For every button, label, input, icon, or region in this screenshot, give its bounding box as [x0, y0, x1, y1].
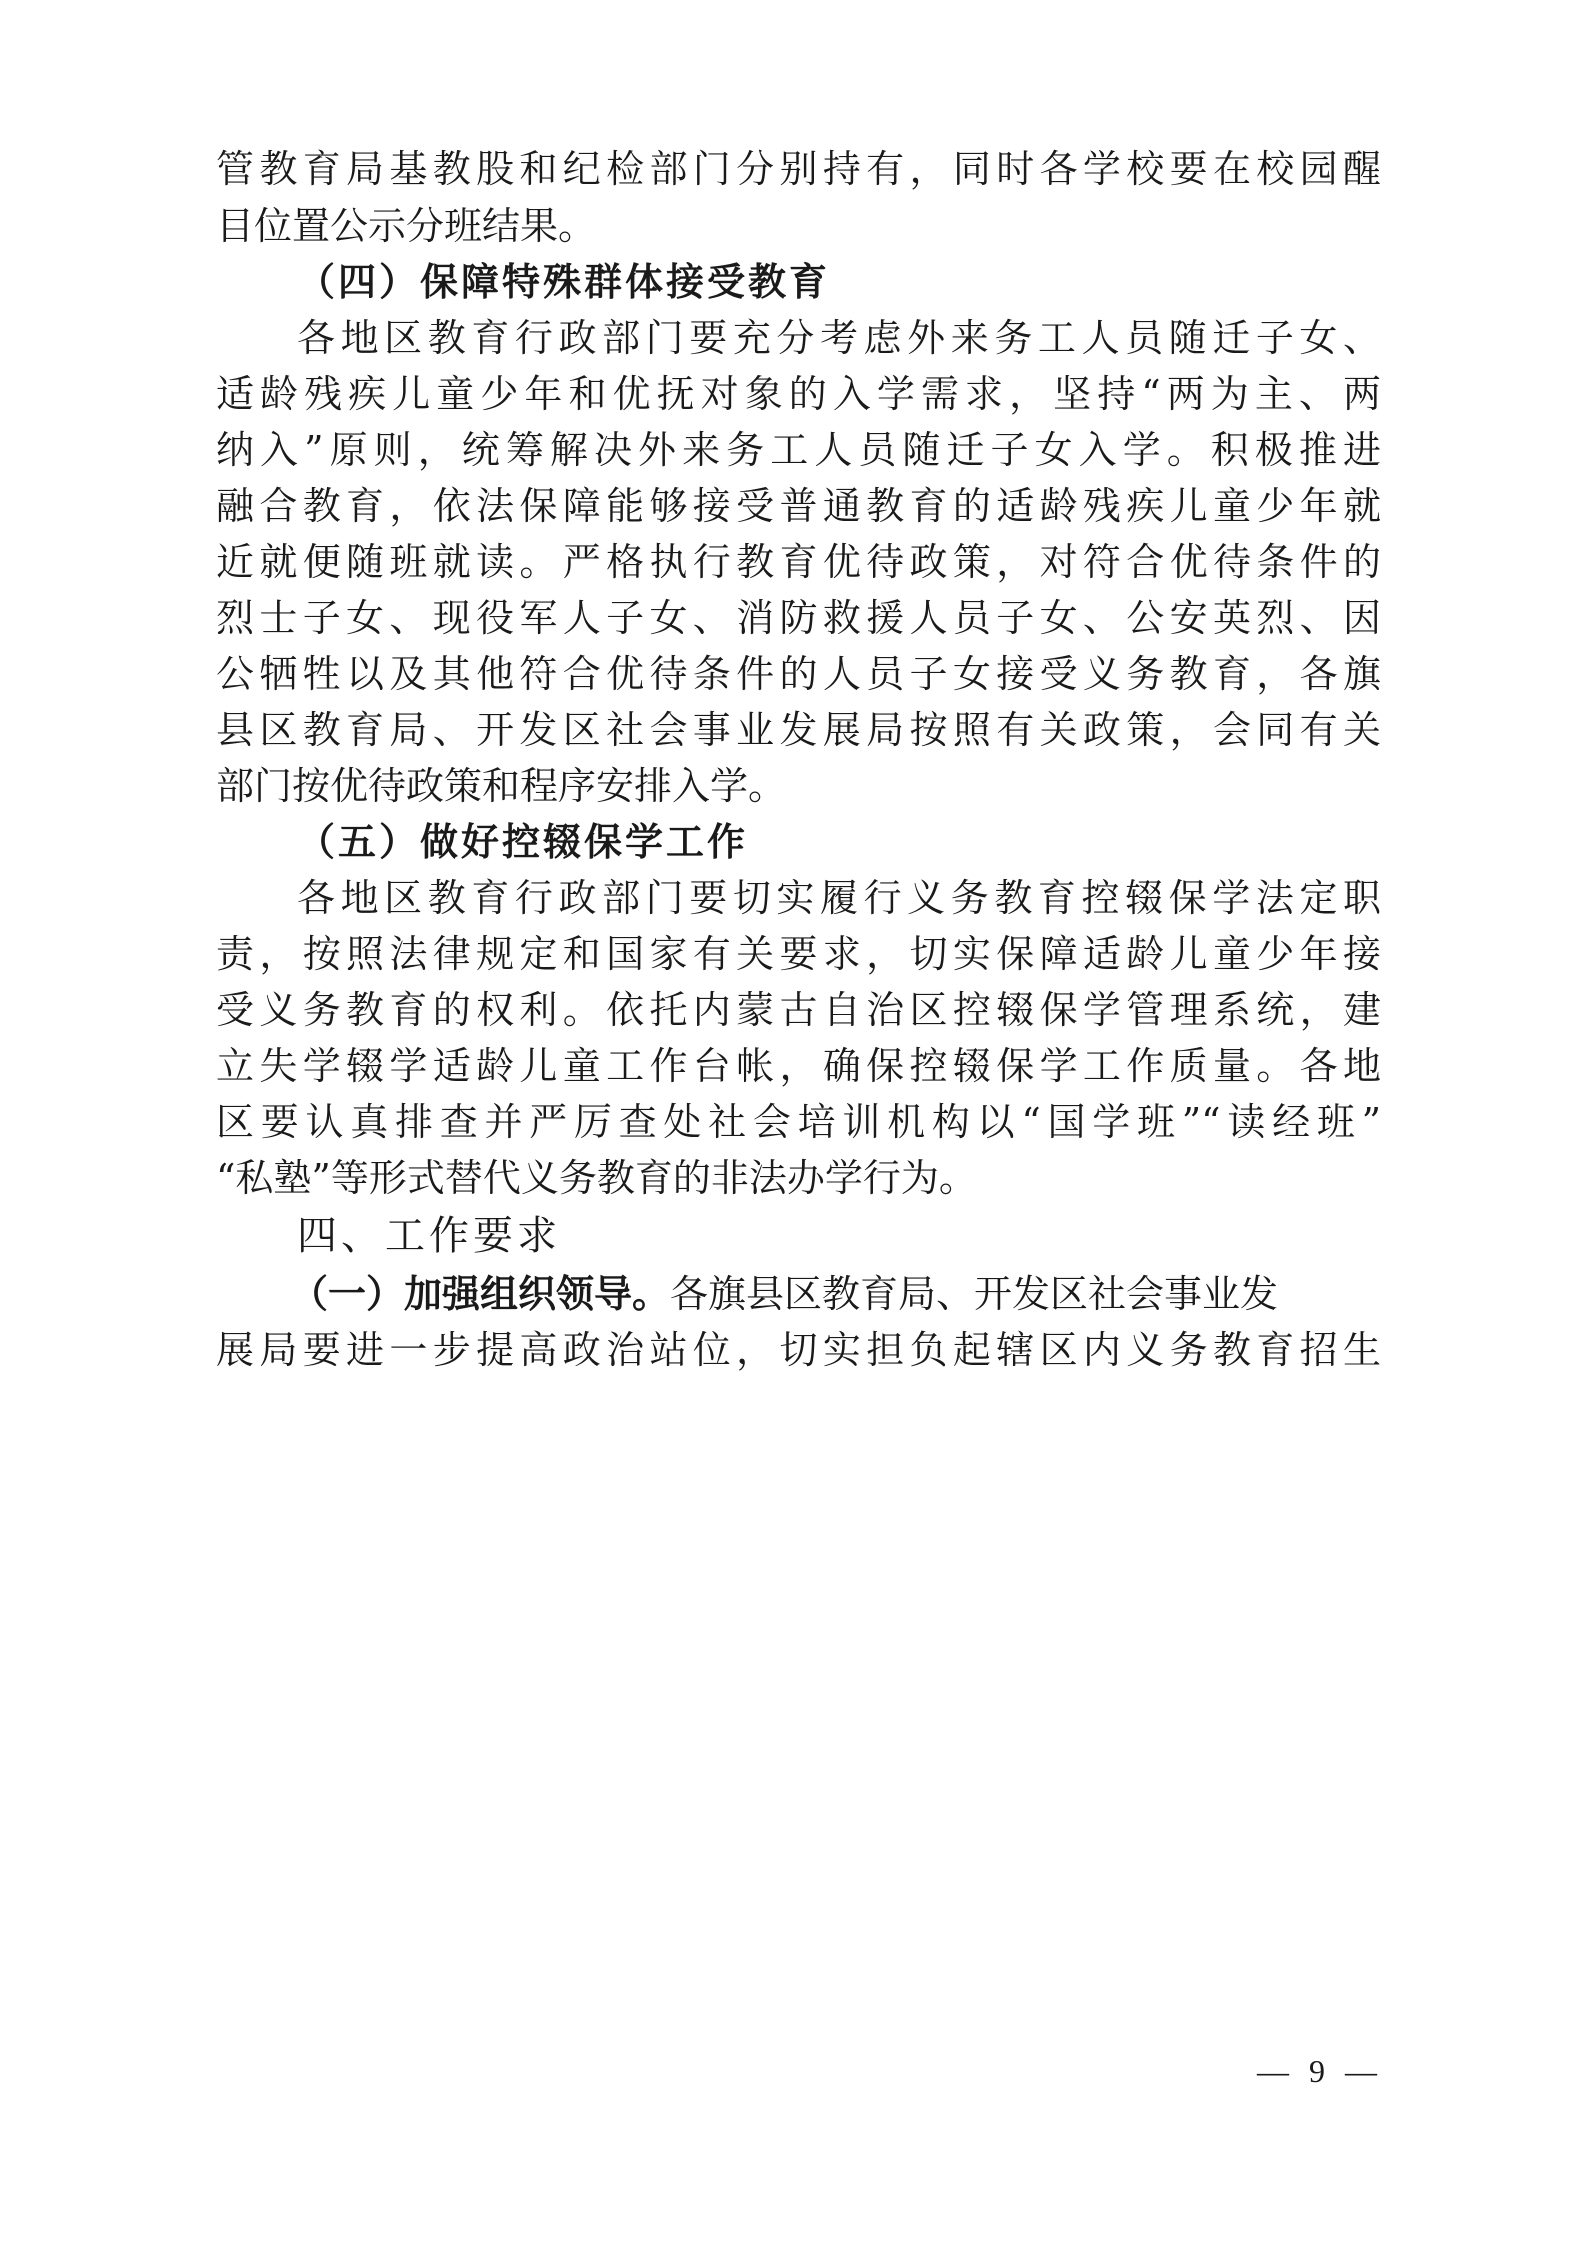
- text-line: 目位置公示分班结果。: [216, 204, 597, 248]
- text-line: 烈士子女、现役军人子女、消防救援人员子女、公安英烈、因: [216, 596, 1381, 640]
- subheading-4: （四）保障特殊群体接受教育: [297, 260, 831, 304]
- text-line: 纳入”原则，统筹解决外来务工人员随迁子女入学。积极推进: [216, 428, 1381, 472]
- text-line: 部门按优待政策和程序安排入学。: [216, 764, 787, 808]
- subheading-5: （五）做好控辍保学工作: [297, 820, 749, 864]
- text-line: 适龄残疾儿童少年和优抚对象的入学需求，坚持“两为主、两: [216, 372, 1381, 416]
- lead-rest: 各旗县区教育局、开发区社会事业发: [670, 1272, 1279, 1316]
- text-line: 区要认真排查并严厉查处社会培训机构以“国学班”“读经班”: [216, 1100, 1381, 1144]
- section-heading-4: 四、工作要求: [297, 1213, 561, 1259]
- text-line: “私塾”等形式替代义务教育的非法办学行为。: [216, 1156, 977, 1200]
- text-line: 立失学辍学适龄儿童工作台帐，确保控辍保学工作质量。各地: [216, 1044, 1381, 1088]
- text-line: 近就便随班就读。严格执行教育优待政策，对符合优待条件的: [216, 540, 1381, 584]
- text-line: 受义务教育的权利。依托内蒙古自治区控辍保学管理系统，建: [216, 988, 1381, 1032]
- lead-phrase: （一）加强组织领导。: [290, 1272, 671, 1316]
- text-line: 各地区教育行政部门要充分考虑外来务工人员随迁子女、: [297, 316, 1381, 360]
- text-line: 各地区教育行政部门要切实履行义务教育控辍保学法定职: [297, 876, 1381, 920]
- text-line: 责，按照法律规定和国家有关要求，切实保障适龄儿童少年接: [216, 932, 1381, 976]
- page-number: — 9 —: [1257, 2053, 1383, 2089]
- text-line: 展局要进一步提高政治站位，切实担负起辖区内义务教育招生: [216, 1328, 1381, 1372]
- text-line: 管教育局基教股和纪检部门分别持有，同时各学校要在校园醒: [216, 147, 1381, 191]
- text-line: 融合教育，依法保障能够接受普通教育的适龄残疾儿童少年就: [216, 484, 1381, 528]
- text-line: 县区教育局、开发区社会事业发展局按照有关政策，会同有关: [216, 708, 1381, 752]
- text-line: 公牺牲以及其他符合优待条件的人员子女接受义务教育，各旗: [216, 652, 1381, 696]
